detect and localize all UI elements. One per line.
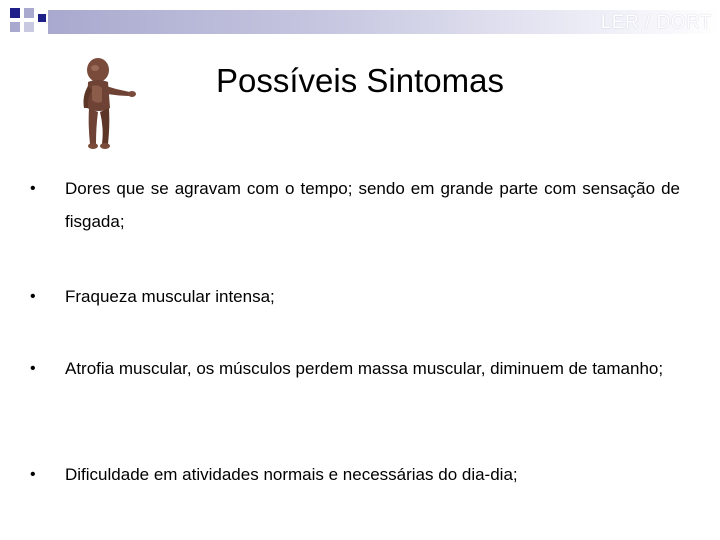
slide-title: Possíveis Sintomas <box>216 62 504 99</box>
bullet-marker: • <box>30 288 36 305</box>
list-item <box>30 280 680 313</box>
list-item <box>30 458 680 491</box>
header-square-decoration <box>10 8 20 18</box>
list-item <box>30 172 680 238</box>
list-item <box>30 352 680 385</box>
bullet-text: Dificuldade em atividades normais e necessárias do dia-dia; <box>65 465 518 484</box>
bullet-text: Atrofia muscular, os músculos perdem massa muscular, diminuem de tamanho; <box>65 359 664 378</box>
bullet-marker: • <box>30 360 36 377</box>
header-square-decoration <box>38 14 46 22</box>
bullet-marker: • <box>30 180 36 197</box>
header-square-decoration <box>24 8 34 18</box>
bullet-marker: • <box>30 466 36 483</box>
header-square-decoration <box>24 22 34 32</box>
baby-figure-icon <box>74 56 138 152</box>
bullet-text: Fraqueza muscular intensa; <box>65 287 275 306</box>
header-tag: LER / DORT <box>600 12 712 33</box>
bullet-text: Dores que se agravam com o tempo; sendo em grande parte com sensação de fisgada; <box>65 179 680 231</box>
header-square-decoration <box>10 22 20 32</box>
